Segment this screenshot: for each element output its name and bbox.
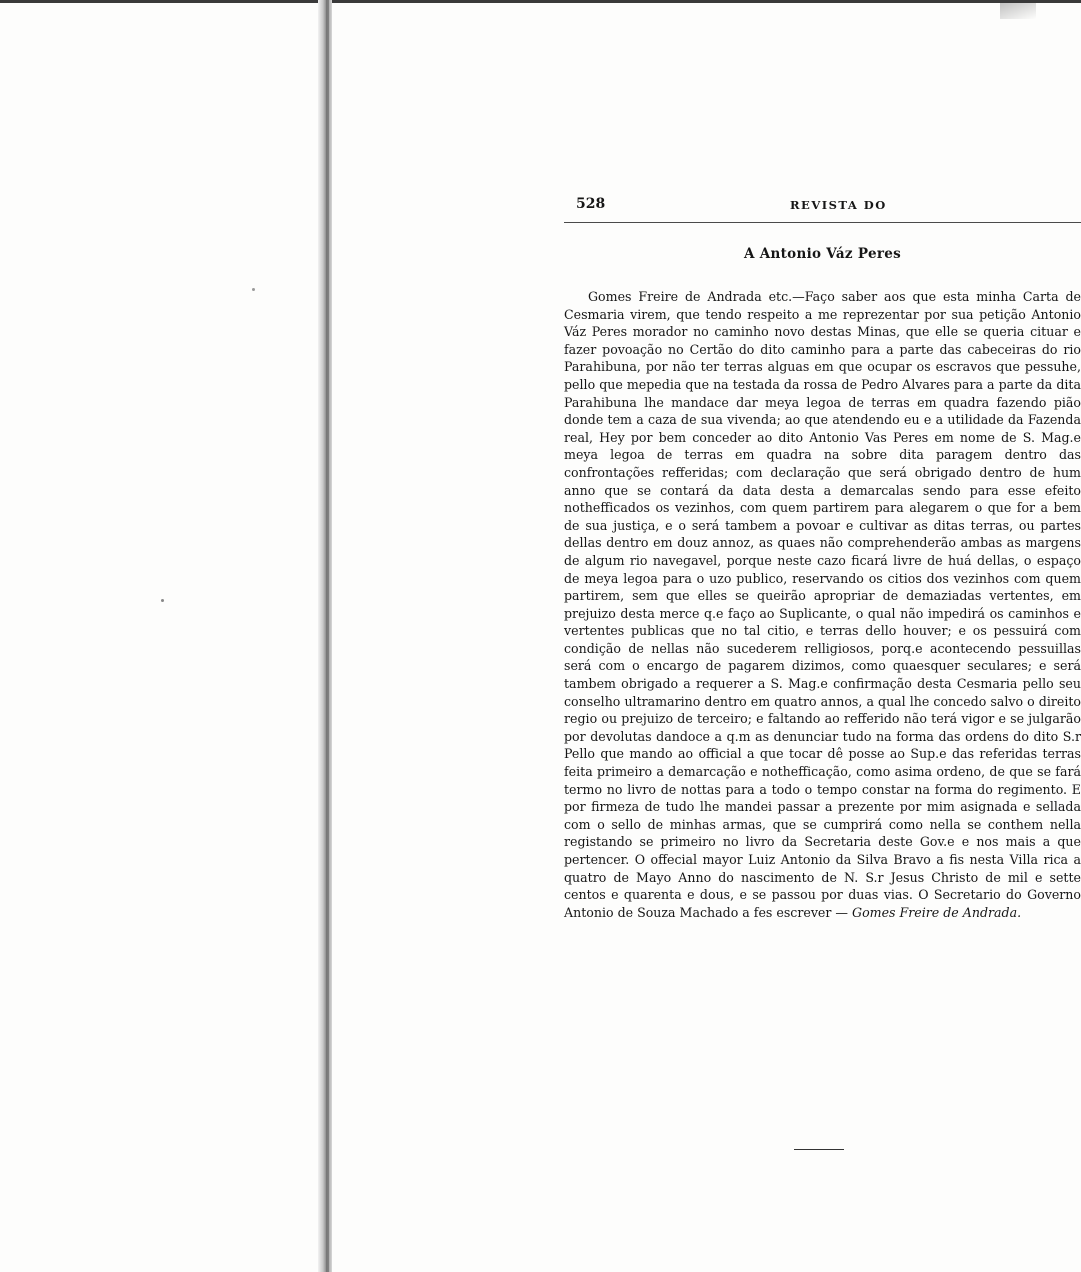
page-number: 528 [576, 196, 606, 212]
book-gutter-shadow [318, 0, 332, 1272]
body-text: Gomes Freire de Andrada etc.—Faço saber aos que esta minha Carta de Cesmaria virem, que tendo respeito a me reprezentar por sua petição Antonio Váz Peres morador no caminho novo destas Minas, que elle se queria cituar e fazer povoação no Certão do dito caminho para a parte das cabeceiras do rio Parahibuna, por não ter terras alguas em que ocupar os escravos que pessuhe, pello que mepedia que na testada da rossa de Pedro Alvares para a parte da dita Parahibuna lhe mandace dar meya legoa de terras em quadra fazendo pião donde tem a caza de sua vivenda; ao que atendendo eu e a utilidade da Fazenda real, Hey por bem conceder ao dito Antonio Vas Peres em nome de S. Mag.e meya legoa de terras em quadra na sobre dita paragem dentro das confrontações refferidas; com declaração que será obrigado dentro de hum anno que se contará da data desta a demarcalas sendo para esse efeito nothefficados os vezinhos, com quem partirem para alegarem o que for a bem de sua justiça, e o será tambem a povoar e cultivar as ditas terras, ou partes dellas dentro em douz annoz, as quaes não comprehenderão ambas as margens de algum rio navegavel, porque neste cazo ficará livre de huá dellas, o espaço de meya legoa para o uzo publico, reservando os citios dos vezinhos com quem partirem, sem que elles se queirão apropriar de demaziadas vertentes, em prejuizo desta merce q.e faço ao Suplicante, o qual não impedirá os caminhos e vertentes publicas que no tal citio, e terras dello houver; e os pessuirá com condição de nellas não sucederem relligiosos, porq.e acontecendo pessuillas será com o encargo de pagarem dizimos, como quaesquer seculares; e será tambem obrigado a requerer a S. Mag.e confirmação desta Cesmaria pello seu conselho ultramarino dentro em quatro annos, a qual lhe concedo salvo o direito regio ou prejuizo de terceiro; e faltando ao refferido não terá vigor e se julgarão por devolutas dandoce a q.m as denunciar tudo na forma das ordens do dito S.r Pello que mando ao official a que tocar dê posse ao Sup.e das referidas terras feita primeiro a demarcação e nothefficação, como asima ordeno, de que se fará termo no livro de nottas para a todo o tempo constar na forma do regimento. E por firmeza de tudo lhe mandei passar a prezente por mim asignada e sellada com o sello de minhas armas, que se cumprirá como nella se conthem nella registando se primeiro no livro da Secretaria deste Gov.e e nos mais a que pertencer. O offecial mayor Luiz Antonio da Silva Bravo a fis nesta Villa rica a quatro de Mayo Anno do nascimento de N. S.r Jesus Christo de mil e sette centos e quarenta e dous, e se passou por duas vias. O Secretario do Governo Antonio de Souza Machado a fes escrever — [564, 289, 1081, 920]
document-title: A Antonio Váz Peres [743, 246, 902, 262]
document-body [564, 288, 1081, 921]
closing-rule [794, 1149, 844, 1150]
signature: Gomes Freire de Andrada. [852, 904, 1022, 920]
book-gutter-line [326, 0, 329, 1272]
body-paragraph [564, 288, 1081, 921]
scan-corner-smudge [1000, 3, 1036, 19]
running-header [576, 196, 1081, 216]
running-title: REVISTA DO [790, 198, 887, 212]
scan-speck [161, 599, 164, 602]
scan-speck [252, 288, 255, 291]
header-rule [564, 222, 1081, 223]
scan-top-edge [0, 0, 1081, 3]
